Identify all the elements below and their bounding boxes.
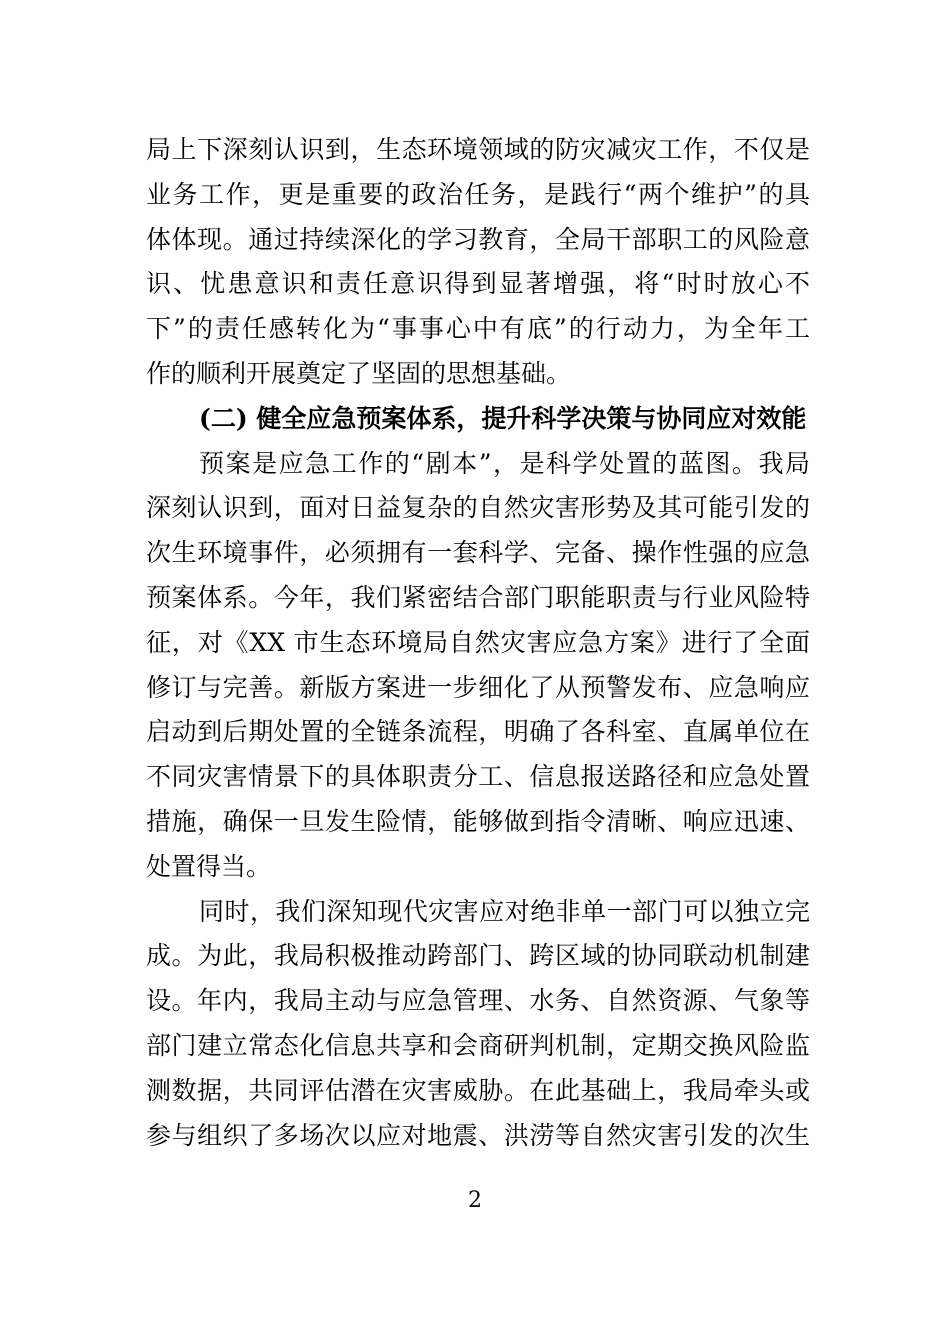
text-line: 识、忧患意识和责任意识得到显著增强，将“时时放心不: [146, 269, 810, 299]
text-line: 设。年内，我局主动与应急管理、水务、自然资源、气象等: [146, 986, 810, 1016]
text-line: 同时，我们深知现代灾害应对绝非单一部门可以独立完: [199, 896, 810, 926]
text-line: 测数据，共同评估潜在灾害威胁。在此基础上，我局牵头或: [146, 1075, 810, 1105]
text-line: 预案体系。今年，我们紧密结合部门职能职责与行业风险特: [146, 582, 810, 612]
text-line: 措施，确保一旦发生险情，能够做到指令清晰、响应迅速、: [146, 806, 810, 836]
body-text: [146, 128, 810, 1158]
text-line: 成。为此，我局积极推动跨部门、跨区域的协同联动机制建: [146, 941, 810, 971]
text-line: 体体现。通过持续深化的学习教育，全局干部职工的风险意: [146, 224, 810, 254]
text-line: 不同灾害情景下的具体职责分工、信息报送路径和应急处置: [146, 762, 810, 792]
text-line: 预案是应急工作的“剧本”，是科学处置的蓝图。我局: [199, 448, 810, 478]
text-line: 作的顺利开展奠定了坚固的思想基础。: [146, 358, 572, 388]
text-line: 部门建立常态化信息共享和会商研判机制，定期交换风险监: [146, 1030, 810, 1060]
text-line: 次生环境事件，必须拥有一套科学、完备、操作性强的应急: [146, 538, 810, 568]
text-line: 征，对《XX 市生态环境局自然灾害应急方案》进行了全面: [146, 627, 810, 657]
text-line: 处置得当。: [146, 851, 272, 881]
text-line: 深刻认识到，面对日益复杂的自然灾害形势及其可能引发的: [146, 493, 810, 523]
page-number: 2: [468, 1188, 482, 1213]
text-line: 参与组织了多场次以应对地震、洪涝等自然灾害引发的次生: [146, 1120, 810, 1150]
text-line: 下”的责任感转化为“事事心中有底”的行动力，为全年工: [146, 314, 810, 344]
text-line: 启动到后期处置的全链条流程，明确了各科室、直属单位在: [146, 717, 810, 747]
text-line: 修订与完善。新版方案进一步细化了从预警发布、应急响应: [146, 672, 810, 702]
section-heading: (二) 健全应急预案体系，提升科学决策与协同应对效能: [199, 403, 807, 433]
text-line: 业务工作，更是重要的政治任务，是践行“两个维护”的具: [146, 179, 810, 209]
text-line: 局上下深刻认识到，生态环境领域的防灾减灾工作，不仅是: [146, 135, 810, 164]
